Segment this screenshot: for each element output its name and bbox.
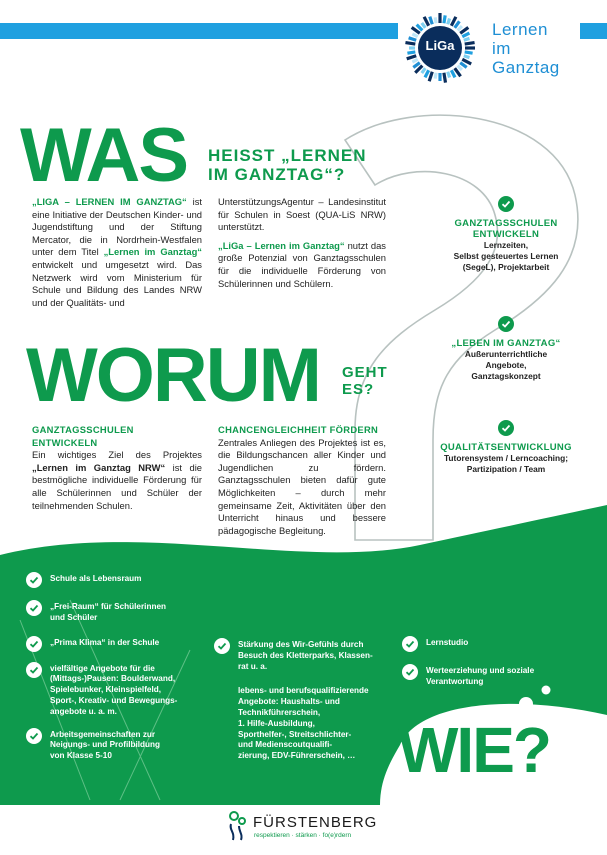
logo-line-2: im [492, 39, 511, 58]
logo-ring-segment [444, 15, 445, 23]
right-item-3-line-2: Partizipation / Team [466, 463, 546, 474]
right-item-1-heading-2: ENTWICKELN [472, 229, 540, 240]
right-item-2 [420, 316, 592, 381]
logo-ring-segment [462, 33, 469, 37]
logo-ring-segment [430, 17, 432, 25]
logo-ring-segment [429, 72, 432, 82]
logo-ring-segment [405, 43, 415, 45]
bottom-left-list [26, 572, 204, 762]
logo-ring-segment [407, 56, 417, 59]
logo-ring-segment [407, 52, 415, 53]
fuerstenberg-logo-icon [225, 810, 249, 842]
right-item-3 [420, 420, 592, 475]
top-bar-left [0, 23, 398, 39]
list-item-text: vielfältige Angebote für die [50, 663, 155, 673]
logo-ring-segment [460, 63, 466, 68]
logo-ring-segment [464, 56, 470, 58]
worum-subheading-1: GEHT [342, 364, 388, 381]
logo-ring-segment [458, 66, 462, 70]
check-icon [498, 196, 514, 212]
list-item [26, 600, 204, 624]
intro-right-text-1: UnterstützungsAgentur – Landesinstitut für Schulen in Soest (QUA-LiS NRW) unterstützt. [218, 196, 386, 233]
intro-left-text-1: ist eine Initiative der Deutschen Kinder- und Jugendstiftung und der Stiftung Mercator, die in Nordrhein-Westfalen unter dem Titel [32, 196, 202, 258]
column-1-text-1: Ein wichtiges Ziel des Projektes [32, 449, 202, 461]
intro-right-paragraph [218, 196, 386, 290]
check-icon [26, 572, 42, 588]
check-icon [498, 316, 514, 332]
check-icon [498, 420, 514, 436]
column-2-heading: CHANCENGLEICHHEIT FÖRDERN [218, 424, 379, 435]
list-item [26, 636, 204, 652]
list-item [402, 664, 592, 688]
list-item-text: und Medienscoutqualifi- [238, 740, 333, 750]
logo-ring-segment [448, 72, 450, 78]
logo-ring-segment [464, 38, 470, 40]
list-item-text: Neigungs- und Profilbildung [50, 740, 161, 750]
list-item [26, 662, 204, 718]
list-item [402, 636, 592, 652]
was-subheading-2: IM GANZTAG“? [208, 165, 346, 184]
right-item-2-line-2: Angebote, [485, 359, 527, 370]
intro-left-lead: „LIGA – LERNEN IM GANZTAG“ [32, 196, 187, 207]
list-item [214, 684, 394, 762]
logo-ring-segment [412, 59, 417, 62]
right-item-2-heading: „LEBEN IM GANZTAG“ [451, 338, 561, 349]
list-item-text: Sporthelfer-, Streitschlichter- [238, 729, 352, 739]
list-item-text: Sport-, Kreativ- und Bewegungs- [50, 695, 178, 705]
logo-ring-segment [412, 34, 417, 37]
logo-ring-segment [425, 70, 429, 77]
logo-ring-segment [465, 43, 475, 45]
column-1-text-2: ist die bestmögliche individuelle Förderung für alle Schülerinnen und Schüler der teilnehmenden Schulen. [32, 461, 202, 511]
logo-ring-segment [448, 19, 450, 25]
list-item-text: und Schüler [50, 612, 98, 622]
list-item-text: Besuch des Kletterparks, Klassen- [238, 650, 373, 660]
list-item-text: Werteerziehung und soziale [426, 666, 535, 675]
list-item-text: angebote u. a. m. [50, 706, 117, 716]
intro-right-lead: „LiGa – Lernen im Ganztag“ [218, 239, 345, 251]
intro-left-bold: „Lernen im Ganztag“ [103, 246, 202, 258]
check-icon [402, 664, 418, 680]
list-item-text: zierung, EDV-Führerschein, … [238, 751, 356, 761]
logo-ring-segment [444, 73, 446, 83]
check-icon [26, 636, 42, 652]
liga-logo [400, 8, 580, 88]
logo-ring-segment [435, 73, 436, 79]
list-item [26, 572, 204, 588]
liga-badge-text: LiGa [425, 38, 455, 53]
list-item-text: Schule als Lebensraum [50, 574, 142, 583]
check-icon [26, 662, 42, 678]
wie-heading: WIE? [398, 714, 550, 786]
worum-subheading-2: ES? [342, 381, 375, 398]
column-2-text: Zentrales Anliegen des Projektes ist es, die Bildungschancen aller Kinder und Jugendlichen zu fördern. Ganztagsschulen bieten dafür gute Möglichkeiten – durch mehr gemeinsame Zeit, Aktivitäten über den Unterricht hinaus und bessere pädagogische Begleitung. [218, 436, 386, 536]
right-item-1-line-1: Lernzeiten, [483, 240, 529, 250]
logo-ring-segment [409, 38, 417, 40]
list-item-text: Angebote: Haushalts- und [238, 697, 340, 707]
list-item-text: Stärkung des Wir-Gefühls durch [238, 640, 364, 649]
list-item-text: Lernstudio [426, 638, 469, 647]
right-item-3-heading: QUALITÄTSENTWICKLUNG [440, 442, 572, 453]
column-1-bold: „Lernen im Ganztag NRW“ [32, 461, 166, 473]
list-item-text: Arbeitsgemeinschaften zur [50, 729, 156, 739]
list-item-text: von Klasse 5-10 [50, 751, 112, 761]
list-item-text: Technikführerschein, [238, 707, 321, 717]
right-item-1 [420, 196, 592, 272]
check-icon [214, 638, 230, 654]
check-icon [26, 728, 42, 744]
logo-line-1: Lernen [492, 20, 548, 39]
list-item-text: „Frei-Raum“ für Schülerinnen [50, 602, 167, 611]
column-1-heading: GANZTAGSSCHULEN ENTWICKELN [32, 424, 134, 448]
bottom-middle-list [214, 638, 394, 762]
check-icon [402, 636, 418, 652]
list-item [26, 728, 204, 762]
list-item-text: (Mittags-)Pausen: Boulderwand, [50, 674, 176, 684]
logo-ring-segment [451, 70, 455, 77]
list-item-text: Spielebunker, Kleinspielfeld, [50, 685, 162, 695]
logo-ring-segment [417, 25, 423, 31]
logo-ring-segment [422, 23, 426, 28]
column-ganztagsschulen [32, 424, 202, 512]
logo-ring-segment [435, 17, 436, 23]
logo-ring-segment [422, 68, 426, 73]
logo-ring-segment [465, 52, 473, 53]
list-item-text: rat u. a. [238, 661, 268, 671]
right-item-2-line-3: Ganztagskonzept [471, 370, 541, 381]
right-item-1-line-3: (SegeL), Projektarbeit [462, 261, 550, 272]
worum-heading: WORUM [26, 333, 320, 418]
was-heading: WAS [20, 113, 188, 198]
list-item-text: lebens- und berufsqualifizierende [238, 686, 369, 696]
bottom-right-list [402, 636, 592, 688]
right-item-2-line-1: Außerunterrichtliche [464, 349, 548, 359]
list-item [214, 638, 394, 672]
intro-left-text-2: entwickelt und umgesetzt wird. Das Netzwerk wird vom Ministerium für Schule und Bildung des Landes NRW und der Qualitäts- und [32, 258, 202, 308]
logo-ring-segment [458, 26, 462, 30]
logo-ring-segment [413, 63, 419, 68]
logo-line-3: Ganztag [492, 58, 560, 77]
check-icon [26, 600, 42, 616]
right-item-1-heading-1: GANZTAGSSCHULEN [454, 218, 558, 229]
logo-ring-segment [455, 21, 460, 27]
right-item-1-line-2: Selbst gesteuertes Lernen [453, 250, 559, 261]
list-item-text: „Prima Klima“ in der Schule [50, 637, 160, 647]
footer [225, 808, 425, 848]
right-item-3-line-1: Tutorensystem / Lerncoaching; [443, 453, 569, 463]
footer-tagline: respektieren · stärken · fo(e)rdern [254, 832, 352, 839]
was-subheading-1: HEISST „LERNEN [208, 146, 367, 165]
list-item-text: 1. Hilfe-Ausbildung, [238, 718, 315, 728]
footer-brand: FÜRSTENBERG [253, 814, 378, 831]
intro-left-paragraph [32, 196, 202, 309]
list-item-text: Verantwortung [426, 676, 484, 686]
intro-right-text-2: nutzt das große Potenzial von Ganztagsschulen für die individuelle Förderung von Schülerinnen und Schülern. [218, 239, 386, 289]
